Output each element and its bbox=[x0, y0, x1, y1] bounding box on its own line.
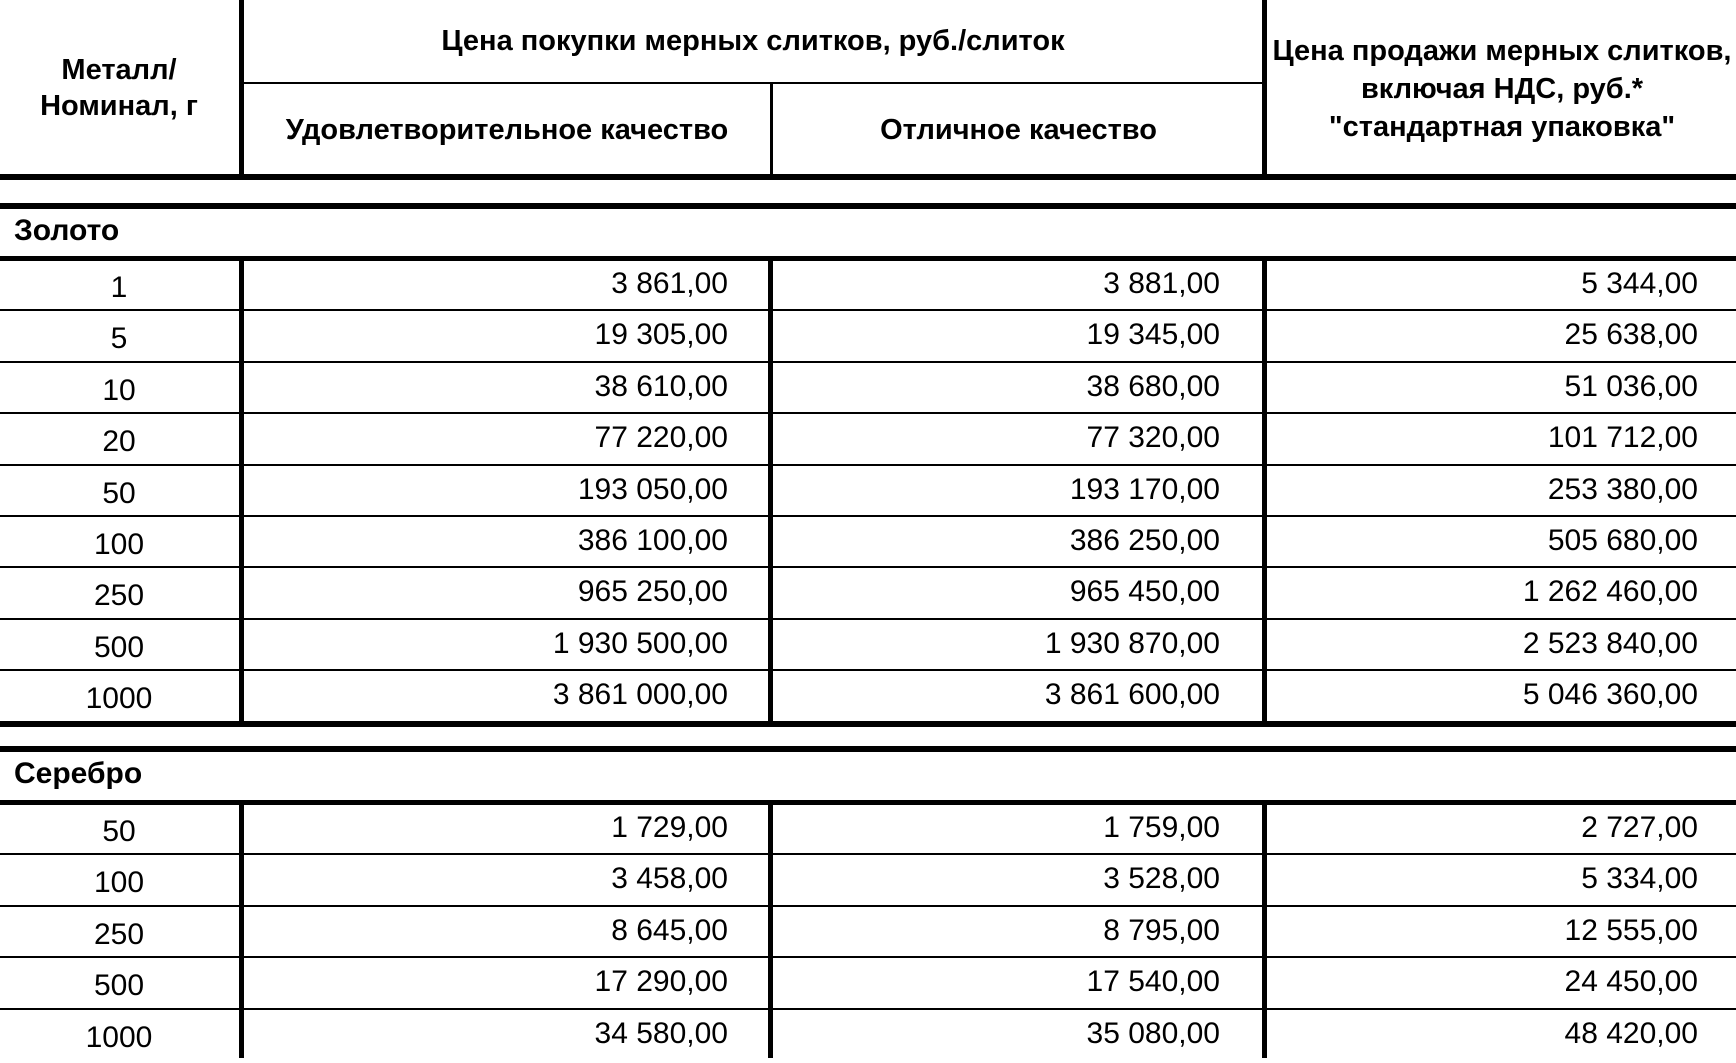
table-row bbox=[0, 412, 1736, 463]
sell-price-cell: 1 262 460,00 bbox=[1522, 575, 1698, 609]
buy-excellent-cell: 3 881,00 bbox=[1103, 267, 1220, 300]
sell-price-cell: 25 638,00 bbox=[1564, 318, 1698, 352]
buy-satisfactory-cell: 1 729,00 bbox=[611, 811, 728, 844]
buy-excellent-cell: 193 170,00 bbox=[1069, 472, 1220, 506]
header-sell: Цена продажи мерных слитков, включая НДС, руб.* "стандартная упаковка" bbox=[1272, 35, 1732, 143]
buy-satisfactory-cell: 3 861 000,00 bbox=[552, 678, 728, 712]
buy-satisfactory-cell: 965 250,00 bbox=[577, 575, 728, 609]
table-row bbox=[0, 1008, 1736, 1059]
nominal-cell: 50 bbox=[102, 476, 136, 510]
buy-excellent-cell: 1 759,00 bbox=[1103, 811, 1220, 844]
header-bottom-rule bbox=[0, 174, 1736, 180]
nominal-cell: 1000 bbox=[85, 1020, 153, 1054]
nominal-cell: 50 bbox=[102, 815, 136, 848]
buy-excellent-cell: 35 080,00 bbox=[1086, 1016, 1220, 1050]
sell-price-cell: 253 380,00 bbox=[1547, 472, 1698, 506]
nominal-cell: 100 bbox=[93, 866, 145, 900]
buy-satisfactory-cell: 77 220,00 bbox=[594, 421, 728, 455]
nominal-cell: 100 bbox=[93, 528, 145, 561]
buy-excellent-cell: 3 861 600,00 bbox=[1044, 678, 1220, 712]
table-row bbox=[0, 956, 1736, 1007]
header-vline-1 bbox=[239, 0, 244, 180]
nominal-cell: 10 bbox=[102, 373, 136, 407]
buy-excellent-cell: 8 795,00 bbox=[1103, 913, 1220, 947]
sell-price-cell: 24 450,00 bbox=[1564, 965, 1698, 999]
buy-satisfactory-cell: 1 930 500,00 bbox=[552, 626, 728, 660]
table-row bbox=[0, 258, 1736, 309]
buy-satisfactory-cell: 38 610,00 bbox=[594, 369, 728, 403]
sell-price-cell: 12 555,00 bbox=[1564, 913, 1698, 947]
buy-satisfactory-cell: 17 290,00 bbox=[594, 965, 728, 999]
buy-excellent-cell: 17 540,00 bbox=[1086, 965, 1220, 999]
nominal-cell: 250 bbox=[93, 917, 145, 951]
section-title: Серебро bbox=[14, 757, 143, 790]
sell-price-cell: 101 712,00 bbox=[1547, 421, 1698, 455]
buy-excellent-cell: 77 320,00 bbox=[1086, 421, 1220, 455]
buy-excellent-cell: 386 250,00 bbox=[1069, 524, 1220, 557]
buy-satisfactory-cell: 3 861,00 bbox=[611, 267, 728, 300]
sell-price-cell: 5 344,00 bbox=[1581, 267, 1698, 300]
table-row bbox=[0, 515, 1736, 566]
header-buy-satisfactory: Удовлетворительное качество bbox=[285, 114, 729, 146]
nominal-cell: 500 bbox=[93, 969, 145, 1003]
nominal-cell: 250 bbox=[93, 579, 145, 613]
section-top-rule bbox=[0, 203, 1736, 209]
sell-price-cell: 2 523 840,00 bbox=[1522, 626, 1698, 660]
buy-satisfactory-cell: 3 458,00 bbox=[611, 862, 728, 896]
buy-satisfactory-cell: 19 305,00 bbox=[594, 318, 728, 352]
section-bottom-rule bbox=[0, 721, 1736, 727]
table-row bbox=[0, 618, 1736, 669]
nominal-cell: 5 bbox=[110, 322, 128, 356]
section-title: Золото bbox=[14, 214, 120, 247]
buy-satisfactory-cell: 386 100,00 bbox=[577, 524, 728, 557]
header-metal-nominal: Металл/ Номинал, г bbox=[40, 53, 198, 122]
buy-excellent-cell: 3 528,00 bbox=[1103, 862, 1220, 896]
nominal-cell: 20 bbox=[102, 425, 136, 459]
header-buy-group: Цена покупки мерных слитков, руб./слиток bbox=[441, 25, 1065, 57]
sell-price-cell: 5 334,00 bbox=[1581, 862, 1698, 896]
table-row bbox=[0, 802, 1736, 853]
table-row bbox=[0, 669, 1736, 720]
sell-price-cell: 48 420,00 bbox=[1564, 1016, 1698, 1050]
header-divider bbox=[244, 82, 1262, 84]
buy-excellent-cell: 38 680,00 bbox=[1086, 369, 1220, 403]
table-row bbox=[0, 566, 1736, 617]
header-vline-2 bbox=[770, 84, 773, 180]
table-row bbox=[0, 905, 1736, 956]
buy-satisfactory-cell: 8 645,00 bbox=[611, 913, 728, 947]
sell-price-cell: 5 046 360,00 bbox=[1522, 678, 1698, 712]
table-row bbox=[0, 361, 1736, 412]
table-row bbox=[0, 464, 1736, 515]
buy-excellent-cell: 1 930 870,00 bbox=[1044, 626, 1220, 660]
buy-excellent-cell: 19 345,00 bbox=[1086, 318, 1220, 352]
nominal-cell: 1000 bbox=[85, 682, 153, 716]
table-row bbox=[0, 309, 1736, 360]
header-vline-3 bbox=[1262, 0, 1267, 180]
sell-price-cell: 2 727,00 bbox=[1581, 811, 1698, 844]
table-row bbox=[0, 853, 1736, 904]
buy-excellent-cell: 965 450,00 bbox=[1069, 575, 1220, 609]
section-top-rule bbox=[0, 746, 1736, 752]
buy-satisfactory-cell: 34 580,00 bbox=[594, 1016, 728, 1050]
sell-price-cell: 505 680,00 bbox=[1547, 524, 1698, 557]
nominal-cell: 1 bbox=[110, 271, 128, 304]
sell-price-cell: 51 036,00 bbox=[1564, 369, 1698, 403]
nominal-cell: 500 bbox=[93, 630, 145, 664]
buy-satisfactory-cell: 193 050,00 bbox=[577, 472, 728, 506]
header-buy-excellent: Отличное качество bbox=[880, 114, 1157, 146]
